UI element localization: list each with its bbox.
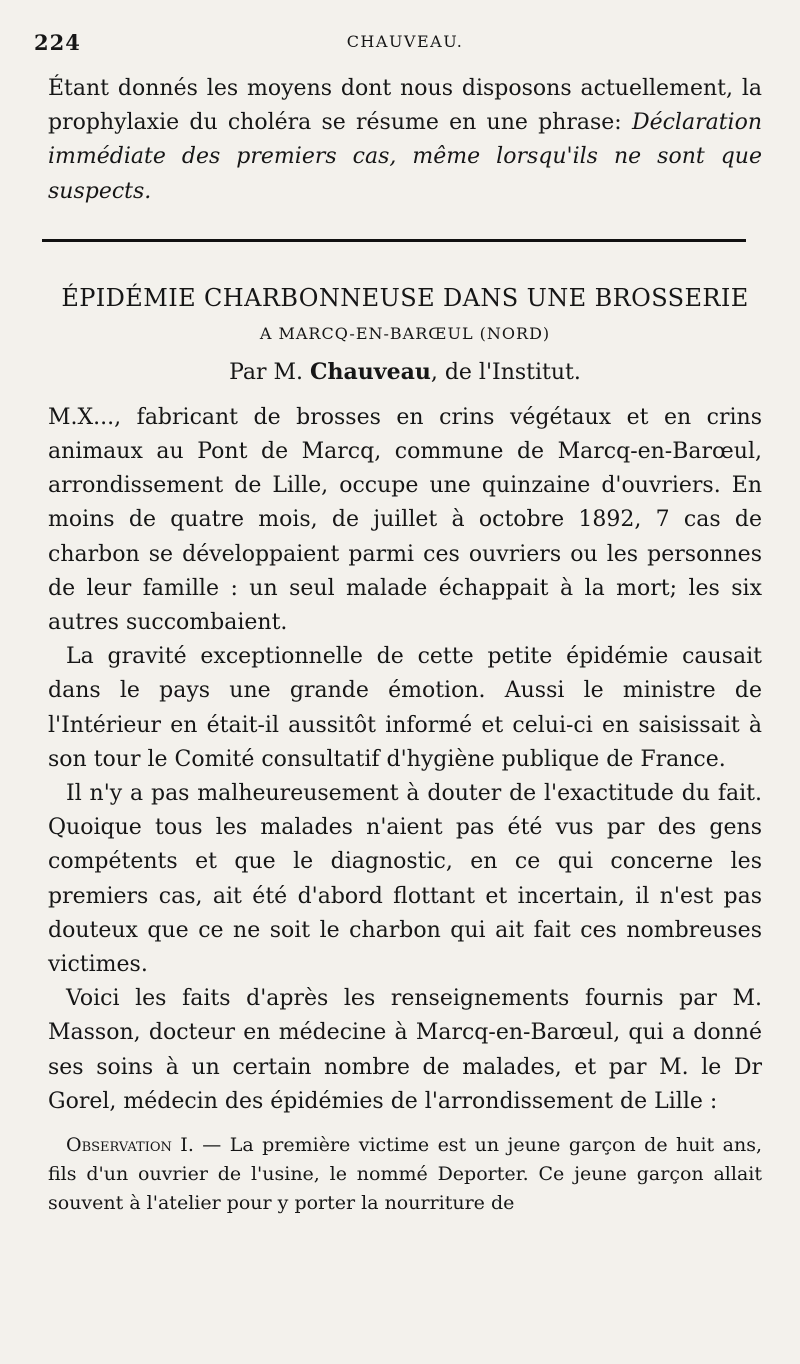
author-name: Chauveau bbox=[310, 358, 431, 385]
running-title: CHAUVEAU. bbox=[346, 32, 464, 51]
paragraph-2: La gravité exceptionnelle de cette petite épidémie causait dans le pays une grande émotion. Aussi le ministre de l'Intérieur en était-il aussitôt informé et celui-ci en saisissait à son tour le Comité consultatif d'hygiène publique de France. bbox=[48, 644, 762, 772]
paragraph-1: M.X..., fabricant de brosses en crins végétaux et en crins animaux au Pont de Marcq, commune de Marcq-en-Barœul, arrondissement de Lille, occupe une quinzaine d'ouvriers. En moins de quatre mois, de juillet à octobre 1892, 7 cas de charbon se développaient parmi ces ouvriers ou les personnes de leur famille : un seul malade échappait à la mort; les six autres succombaient. bbox=[48, 404, 762, 636]
observation-paragraph bbox=[48, 1131, 762, 1218]
intro-text: Étant donnés les moyens dont nous disposons actuellement, la prophylaxie du choléra se résume en une phrase: bbox=[48, 76, 762, 136]
intro-italic-text: Déclaration immédiate des premiers cas, même lorsqu'ils ne sont que suspects. bbox=[48, 110, 762, 204]
running-head bbox=[34, 30, 762, 60]
paragraph-4: Voici les faits d'après les renseignements fournis par M. Masson, docteur en médecine à Marcq-en-Barœul, qui a donné ses soins à un certain nombre de malades, et par M. le Dr Gorel, médecin des épidémies de l'arrondissement de Lille : bbox=[48, 986, 762, 1114]
page-number: 224 bbox=[34, 30, 81, 55]
article-body bbox=[48, 401, 762, 1218]
intro-paragraph bbox=[48, 72, 762, 209]
observation-text: — La première victime est un jeune garçon de huit ans, fils d'un ouvrier de l'usine, le nommé Deporter. Ce jeune garçon allait souvent à l'atelier pour y porter la nourriture de bbox=[48, 1134, 762, 1215]
section-divider bbox=[42, 239, 746, 242]
author-suffix: , de l'Institut. bbox=[430, 359, 581, 385]
paragraph-3: Il n'y a pas malheureusement à douter de l'exactitude du fait. Quoique tous les malades n'aient pas été vus par des gens compétents et que le diagnostic, en ce qui concerne les premiers cas, ait été d'abord flottant et incertain, il n'est pas douteux que ce ne soit le charbon qui ait fait ces nombreuses victimes. bbox=[48, 781, 762, 978]
article-subtitle: A MARCQ-EN-BARŒUL (NORD) bbox=[259, 323, 551, 343]
observation-label: Observation I. bbox=[66, 1134, 194, 1157]
article-author bbox=[48, 359, 762, 385]
author-prefix: Par M. bbox=[229, 359, 311, 385]
article-title: ÉPIDÉMIE CHARBONNEUSE DANS UNE BROSSERIE bbox=[61, 283, 749, 312]
